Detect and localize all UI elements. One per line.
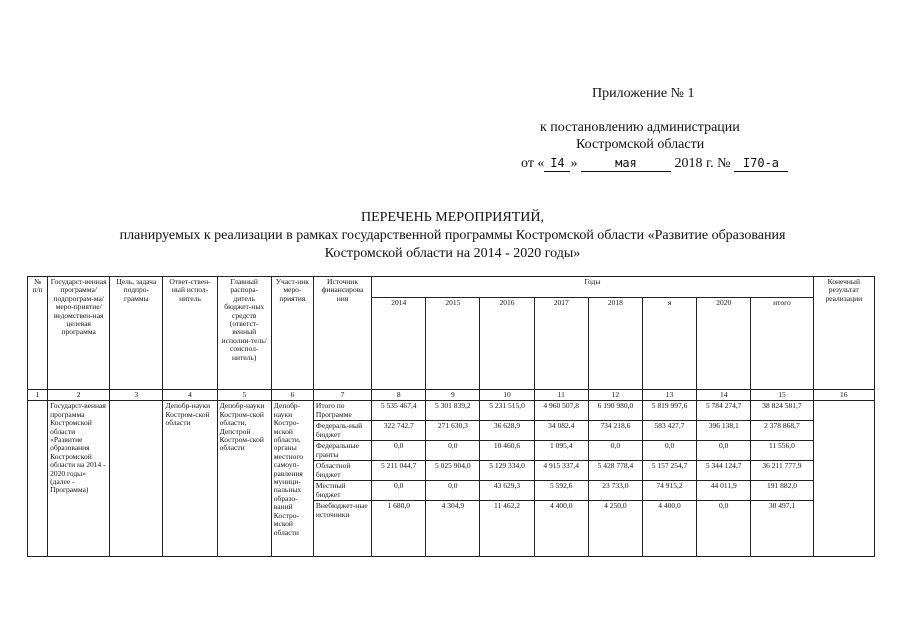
year-header: 2018 <box>588 298 642 390</box>
measures-table <box>27 276 875 557</box>
value-cell: 43 629,3 <box>480 481 534 501</box>
year-header: я <box>642 298 696 390</box>
header-result: Конечный результат реализации <box>813 277 874 390</box>
header-program: Государст-венная программа/ подпрограм-ма/ меро-приятие/ ведомствен-ная целевая программа <box>48 277 110 390</box>
value-cell: 5 129 334,0 <box>480 461 534 481</box>
value-cell: 5 301 839,2 <box>426 401 480 421</box>
funding-source: Федераль-ный бюджет <box>313 421 371 441</box>
column-number-row <box>28 390 875 401</box>
value-cell: 0,0 <box>426 481 480 501</box>
value-cell: 0,0 <box>697 501 751 557</box>
row-num-cell <box>28 401 48 557</box>
value-cell: 4 915 337,4 <box>534 461 588 481</box>
decree-number: I70-а <box>734 155 788 172</box>
col-number: 14 <box>697 390 751 401</box>
result-cell <box>813 401 874 557</box>
value-cell: 0,0 <box>588 441 642 461</box>
table-row-total <box>28 401 875 421</box>
value-cell: 0,0 <box>372 441 426 461</box>
value-cell: 5 344 124,7 <box>697 461 751 481</box>
funding-source: Федеральные гранты <box>313 441 371 461</box>
year-header: 2014 <box>372 298 426 390</box>
header-participant: Участ-ник меро-приятия <box>271 277 313 390</box>
value-cell: 4 250,0 <box>588 501 642 557</box>
manager-cell: Депобр-науки Костром-ской области, Депстрой Костром-ской области <box>217 401 271 557</box>
year-header: 2015 <box>426 298 480 390</box>
col-number: 8 <box>372 390 426 401</box>
value-cell: 4 304,9 <box>426 501 480 557</box>
col-number: 11 <box>534 390 588 401</box>
value-cell: 36 211 777,9 <box>751 461 813 481</box>
value-cell: 396 138,1 <box>697 421 751 441</box>
value-cell: 0,0 <box>372 481 426 501</box>
year-header: 2016 <box>480 298 534 390</box>
col-number: 12 <box>588 390 642 401</box>
value-cell: 34 082,4 <box>534 421 588 441</box>
value-cell: 36 628,9 <box>480 421 534 441</box>
value-cell: 5 211 044,7 <box>372 461 426 481</box>
decree-date-line <box>521 155 788 172</box>
col-number: 13 <box>642 390 696 401</box>
doc-title-line2: планируемых к реализации в рамках государственной программы Костромской области «Развитие образования <box>119 228 786 243</box>
value-cell: 2 378 868,7 <box>751 421 813 441</box>
value-cell: 1 095,4 <box>534 441 588 461</box>
date-year: 2018 г. № <box>674 156 731 171</box>
value-cell: 734 218,6 <box>588 421 642 441</box>
value-cell: 11 462,2 <box>480 501 534 557</box>
value-cell: 5 231 515,0 <box>480 401 534 421</box>
value-cell: 6 190 980,0 <box>588 401 642 421</box>
value-cell: 0,0 <box>642 441 696 461</box>
value-cell: 5 428 778,4 <box>588 461 642 481</box>
value-cell: 11 556,0 <box>751 441 813 461</box>
region-label: Костромской области <box>576 137 705 152</box>
value-cell: 271 630,3 <box>426 421 480 441</box>
value-cell: 44 011,9 <box>697 481 751 501</box>
date-quote-close: » <box>570 156 578 171</box>
header-manager: Главный распора-дитель бюджет-ных средств (ответст-венный исполни-тель/ соиспол-нитель) <box>217 277 271 390</box>
col-number: 1 <box>28 390 48 401</box>
value-cell: 4 400,0 <box>534 501 588 557</box>
year-header: 2017 <box>534 298 588 390</box>
value-cell: 583 427,7 <box>642 421 696 441</box>
funding-source: Областной бюджет <box>313 461 371 481</box>
goal-cell <box>110 401 163 557</box>
value-cell: 5 025 904,0 <box>426 461 480 481</box>
value-cell: 5 592,6 <box>534 481 588 501</box>
value-cell: 4 960 507,8 <box>534 401 588 421</box>
value-cell: 0,0 <box>697 441 751 461</box>
program-name-cell: Государст-венная программа Костромской области «Развитие образования Костромской области на 2014 - 2020 годы» (далее - Программа) <box>48 401 110 557</box>
year-header: 2020 <box>697 298 751 390</box>
col-number: 10 <box>480 390 534 401</box>
value-cell: 5 157 254,7 <box>642 461 696 481</box>
value-cell: 10 460,6 <box>480 441 534 461</box>
value-cell: 0,0 <box>426 441 480 461</box>
value-cell: 5 535 467,4 <box>372 401 426 421</box>
value-cell: 5 784 274,7 <box>697 401 751 421</box>
decree-label: к постановлению администрации <box>540 120 740 135</box>
header-funding: Источник финансирова ния <box>313 277 371 390</box>
col-number: 6 <box>271 390 313 401</box>
value-cell: 74 915,2 <box>642 481 696 501</box>
value-cell: 38 824 581,7 <box>751 401 813 421</box>
doc-title-line1: ПЕРЕЧЕНЬ МЕРОПРИЯТИЙ, <box>361 210 544 225</box>
col-number: 9 <box>426 390 480 401</box>
col-number: 2 <box>48 390 110 401</box>
value-cell: 30 497,1 <box>751 501 813 557</box>
value-cell: 1 680,0 <box>372 501 426 557</box>
header-goal: Цель, задача подпро-граммы <box>110 277 163 390</box>
header-num: № п/п <box>28 277 48 390</box>
appendix-label: Приложение № 1 <box>592 86 695 101</box>
header-years: Годы <box>372 277 813 298</box>
date-day: I4 <box>544 155 570 172</box>
value-cell: 23 733,0 <box>588 481 642 501</box>
year-header: итого <box>751 298 813 390</box>
col-number: 5 <box>217 390 271 401</box>
col-number: 4 <box>163 390 217 401</box>
funding-source: Итого по Программе <box>313 401 371 421</box>
value-cell: 4 400,0 <box>642 501 696 557</box>
col-number: 3 <box>110 390 163 401</box>
value-cell: 191 882,0 <box>751 481 813 501</box>
date-month: мая <box>581 155 671 172</box>
date-prefix: от « <box>521 156 545 171</box>
doc-title-line3: Костромской области на 2014 - 2020 годы» <box>324 246 581 261</box>
value-cell: 5 819 997,6 <box>642 401 696 421</box>
col-number: 16 <box>813 390 874 401</box>
header-executor: Ответ-ствен-ный испол-нитель <box>163 277 217 390</box>
funding-source: Местный бюджет <box>313 481 371 501</box>
col-number: 15 <box>751 390 813 401</box>
value-cell: 322 742,7 <box>372 421 426 441</box>
col-number: 7 <box>313 390 371 401</box>
funding-source: Внебюджет-ные источники <box>313 501 371 557</box>
executor-cell: Депобр-науки Костром-ской области <box>163 401 217 557</box>
participant-cell: Депобр-науки Костро-мской области, органы местного самоуп-равления муници-пальных образо-ваний Костро-мской области <box>271 401 313 557</box>
header-row-1 <box>28 277 875 298</box>
